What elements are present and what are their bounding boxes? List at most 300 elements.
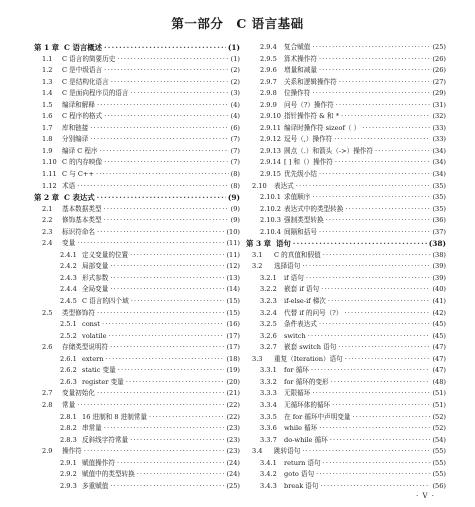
entry-title: register 变量 xyxy=(82,377,124,386)
entry-title: C 与 C++ xyxy=(62,170,94,179)
leader-dots xyxy=(334,134,430,146)
leader-dots xyxy=(118,365,225,377)
entry-number: 3.1 xyxy=(252,250,263,259)
entry-title: 定义变量的位置 xyxy=(82,250,129,259)
entry-number: 2.9.7 xyxy=(260,77,277,86)
entry-title: 强制类型转换 xyxy=(284,216,324,225)
page-title: 第一部分 C 语言基础 xyxy=(171,16,304,31)
entry-page: (8) xyxy=(230,170,240,179)
leader-dots xyxy=(321,284,430,296)
entry-title: 术语 xyxy=(62,181,76,190)
entry-number: 2.9.15 xyxy=(260,170,281,179)
entry-title: [ ] 和（）操作符 xyxy=(284,158,333,167)
toc-entry xyxy=(246,365,446,377)
entry-page: (24) xyxy=(226,458,240,467)
entry-title: 语句 xyxy=(276,239,291,249)
leader-dots xyxy=(319,65,430,77)
toc-entry xyxy=(34,169,240,181)
entry-page: (15) xyxy=(226,308,240,317)
leader-dots xyxy=(111,77,229,89)
leader-dots xyxy=(326,215,431,227)
leader-dots xyxy=(330,435,431,447)
entry-number: 1.12 xyxy=(42,181,57,190)
entry-number: 2.9.9 xyxy=(260,100,277,109)
entry-title: 反斜线字符常量 xyxy=(82,435,129,444)
entry-page: (9) xyxy=(230,216,240,225)
leader-dots xyxy=(104,423,225,435)
leader-dots xyxy=(104,157,229,169)
toc-entry xyxy=(246,134,446,146)
toc-entry xyxy=(34,388,240,400)
toc-entry xyxy=(246,412,446,424)
leader-dots xyxy=(90,134,228,146)
toc-entry xyxy=(246,331,446,343)
entry-number: 3.3.4 xyxy=(260,400,277,409)
entry-number: 2.4.2 xyxy=(60,262,77,271)
toc-entry xyxy=(34,77,240,89)
entry-page: (33) xyxy=(432,135,446,144)
entry-page: (45) xyxy=(432,331,446,340)
leader-dots xyxy=(339,77,431,89)
toc-entry xyxy=(34,331,240,343)
toc-entry xyxy=(246,77,446,89)
toc-entry xyxy=(246,215,446,227)
toc-chapter-entry xyxy=(34,192,240,204)
toc-entry xyxy=(246,88,446,100)
toc-entry xyxy=(34,65,240,77)
toc-entry xyxy=(34,261,240,273)
entry-number: 2.6 xyxy=(42,343,53,352)
entry-title: 编译和解释 xyxy=(62,100,95,109)
entry-page: (21) xyxy=(226,389,240,398)
entry-page: (55) xyxy=(432,470,446,479)
entry-page: (25) xyxy=(432,43,446,51)
leader-dots xyxy=(319,54,430,66)
entry-page: (34) xyxy=(432,158,446,167)
entry-title: 编译 C 程序 xyxy=(62,146,98,155)
entry-page: (56) xyxy=(432,481,446,490)
entry-number: 2.6.1 xyxy=(60,354,77,363)
entry-title: C 程序的格式 xyxy=(62,112,103,121)
entry-number: 3.2.4 xyxy=(260,308,277,317)
entry-title: 无循环体的循环 xyxy=(284,400,331,409)
entry-number: 2.6.3 xyxy=(60,377,77,386)
entry-title: 形式参数 xyxy=(82,273,109,282)
entry-title: 变量初始化 xyxy=(62,389,95,398)
toc-entry xyxy=(246,354,446,366)
leader-dots xyxy=(341,111,430,123)
entry-page: (34) xyxy=(432,170,446,179)
entry-number: 3.4.2 xyxy=(260,470,277,479)
toc-entry xyxy=(246,446,446,458)
toc-entry xyxy=(246,284,446,296)
entry-page: (38) xyxy=(428,239,446,249)
entry-page: (18) xyxy=(226,354,240,363)
entry-title: C 的真值和假值 xyxy=(274,250,321,259)
entry-number: 2.6.2 xyxy=(60,366,77,375)
entry-number: 2.10.3 xyxy=(260,216,281,225)
entry-title: 算术操作符 xyxy=(284,54,317,63)
entry-number: 第 3 章 xyxy=(246,239,272,249)
entry-number: 2.9.12 xyxy=(260,135,281,144)
leader-dots xyxy=(319,319,430,331)
toc-entry xyxy=(34,308,240,320)
entry-number: 2.10.1 xyxy=(260,193,281,202)
entry-title: do-while 循环 xyxy=(284,435,328,444)
toc-entry xyxy=(246,204,446,216)
entry-title: C 语言概述 xyxy=(64,43,103,52)
toc-entry xyxy=(34,481,240,493)
entry-title: 指针操作符 & 和 * xyxy=(284,112,340,121)
leader-dots xyxy=(323,250,431,262)
entry-number: 1.9 xyxy=(42,146,53,155)
entry-number: 3.3.6 xyxy=(260,424,277,433)
leader-dots xyxy=(319,423,430,435)
leader-dots xyxy=(130,250,224,262)
leader-dots xyxy=(344,308,430,320)
leader-dots xyxy=(335,157,431,169)
leader-dots xyxy=(149,412,224,424)
toc-entry xyxy=(34,412,240,424)
entry-title: 表达式 xyxy=(274,181,294,190)
entry-page: (22) xyxy=(226,400,240,409)
entry-number: 第 2 章 xyxy=(34,193,60,203)
leader-dots xyxy=(90,123,228,135)
leader-dots xyxy=(331,377,431,389)
toc-entry xyxy=(246,342,446,354)
entry-title: static 变量 xyxy=(82,366,116,375)
entry-number: 3.3.7 xyxy=(260,435,277,444)
entry-number: 1.5 xyxy=(42,100,53,109)
toc-entry xyxy=(34,296,240,308)
leader-dots xyxy=(117,458,224,470)
toc-entry xyxy=(246,423,446,435)
leader-dots xyxy=(110,284,224,296)
toc-entry xyxy=(246,157,446,169)
entry-title: 无限循环 xyxy=(284,389,311,398)
entry-number: 2.4.1 xyxy=(60,250,77,259)
toc-entry xyxy=(246,123,446,135)
leader-dots xyxy=(110,273,224,285)
leader-dots xyxy=(137,469,225,481)
toc-entry xyxy=(34,273,240,285)
leader-dots xyxy=(345,204,430,216)
entry-page: (52) xyxy=(432,412,446,421)
page-number: · V · xyxy=(416,492,435,500)
leader-dots xyxy=(345,354,431,366)
entry-page: (35) xyxy=(432,204,446,213)
entry-title: 变量 xyxy=(62,239,76,248)
entry-title: 串常量 xyxy=(82,424,102,433)
leader-dots xyxy=(97,192,226,204)
entry-page: (35) xyxy=(432,181,446,190)
entry-title: C 表达式 xyxy=(64,193,95,203)
entry-title: C 是中级语言 xyxy=(62,66,103,75)
entry-number: 2.9.13 xyxy=(260,146,281,155)
entry-title: 修饰基本类型 xyxy=(62,216,102,225)
entry-page: (23) xyxy=(226,447,240,456)
leader-dots xyxy=(312,88,430,100)
entry-number: 3.3.3 xyxy=(260,389,277,398)
entry-number: 3.2.5 xyxy=(260,320,277,329)
entry-number: 2.2 xyxy=(42,216,53,225)
toc-entry xyxy=(246,319,446,331)
entry-page: (20) xyxy=(226,377,240,386)
entry-title: 圆点（.）和箭头（->）操作符 xyxy=(284,146,373,155)
entry-page: (10) xyxy=(226,227,240,236)
entry-number: 1.3 xyxy=(42,77,53,86)
entry-page: (38) xyxy=(432,250,446,259)
entry-title: C 的内存映像 xyxy=(62,158,103,167)
leader-dots xyxy=(319,169,430,181)
entry-page: (29) xyxy=(432,89,446,98)
entry-title: 16 进制和 8 进制常量 xyxy=(82,412,148,421)
toc-entry xyxy=(246,458,446,470)
toc-entry xyxy=(246,146,446,158)
entry-page: (19) xyxy=(226,366,240,375)
leader-dots xyxy=(308,331,431,343)
entry-number: 2.9.3 xyxy=(60,481,77,490)
entry-page: (7) xyxy=(230,158,240,167)
toc-entry xyxy=(246,308,446,320)
leader-dots xyxy=(109,331,225,343)
entry-title: 位操作符 xyxy=(284,89,311,98)
entry-page: (14) xyxy=(226,285,240,294)
entry-page: (47) xyxy=(432,354,446,363)
toc-chapter-entry xyxy=(34,42,240,54)
entry-number: 2.9.14 xyxy=(260,158,281,167)
entry-page: (23) xyxy=(226,435,240,444)
entry-number: 2.9.2 xyxy=(60,470,77,479)
toc-entry xyxy=(34,146,240,158)
entry-title: 类型修饰符 xyxy=(62,308,95,317)
leader-dots xyxy=(353,412,431,424)
entry-number: 1.2 xyxy=(42,66,53,75)
leader-dots xyxy=(97,388,224,400)
entry-title: volatile xyxy=(82,331,107,340)
leader-dots xyxy=(321,481,431,493)
entry-title: 嵌套 switch 语句 xyxy=(284,343,337,352)
toc-entry xyxy=(246,377,446,389)
entry-page: (11) xyxy=(226,239,240,248)
entry-number: 3.3.5 xyxy=(260,412,277,421)
toc-entry xyxy=(34,435,240,447)
toc-entry xyxy=(246,42,446,54)
entry-page: (7) xyxy=(230,135,240,144)
toc-entry xyxy=(246,481,446,493)
entry-number: 2.7 xyxy=(42,389,53,398)
entry-number: 3.3.1 xyxy=(260,366,277,375)
leader-dots xyxy=(110,261,224,273)
leader-dots xyxy=(328,296,431,308)
entry-page: (55) xyxy=(432,458,446,467)
entry-number: 3.2 xyxy=(252,262,263,271)
entry-title: C 是面向程序员的语言 xyxy=(62,89,129,98)
toc-entry xyxy=(246,54,446,66)
entry-title: 全局变量 xyxy=(82,285,109,294)
entry-page: (15) xyxy=(226,297,240,306)
leader-dots xyxy=(97,100,229,112)
entry-page: (7) xyxy=(230,146,240,155)
entry-page: (24) xyxy=(226,470,240,479)
entry-title: 选择语句 xyxy=(274,262,301,271)
leader-dots xyxy=(312,388,430,400)
entry-title: 表达式中的类型转换 xyxy=(284,204,344,213)
toc-chapter-entry xyxy=(246,238,446,250)
leader-dots xyxy=(104,111,229,123)
entry-number: 2.10 xyxy=(252,181,267,190)
entry-title: 操作符 xyxy=(62,447,82,456)
entry-number: 1.11 xyxy=(42,170,57,179)
leader-dots xyxy=(131,88,229,100)
toc-entry xyxy=(34,458,240,470)
entry-number: 3.3 xyxy=(252,354,263,363)
entry-number: 2.8.2 xyxy=(60,424,77,433)
toc-entry xyxy=(246,400,446,412)
entry-title: 在 for 循环中声明变量 xyxy=(284,412,351,421)
leader-dots xyxy=(302,261,430,273)
toc-entry xyxy=(34,181,240,193)
toc-entry xyxy=(246,192,446,204)
entry-number: 1.7 xyxy=(42,123,53,132)
toc-entry xyxy=(34,377,240,389)
entry-number: 2.3 xyxy=(42,227,53,236)
entry-title: 多重赋值 xyxy=(82,481,109,490)
entry-number: 1.6 xyxy=(42,112,53,121)
entry-number: 3.2.6 xyxy=(260,331,277,340)
entry-number: 2.8 xyxy=(42,400,53,409)
entry-page: (11) xyxy=(226,250,240,259)
toc-entry xyxy=(246,227,446,239)
entry-number: 1.4 xyxy=(42,89,53,98)
toc-entry xyxy=(34,88,240,100)
entry-title: 局部变量 xyxy=(82,262,109,271)
toc-entry xyxy=(246,261,446,273)
entry-number: 2.9.5 xyxy=(260,54,277,63)
entry-page: (2) xyxy=(230,66,240,75)
toc-entry xyxy=(34,469,240,481)
entry-title: 库和链接 xyxy=(62,123,89,132)
toc-entry xyxy=(246,181,446,193)
entry-page: (39) xyxy=(432,273,446,282)
entry-title: 赋值操作符 xyxy=(82,458,115,467)
entry-number: 2.10.4 xyxy=(260,227,281,236)
entry-page: (26) xyxy=(432,54,446,63)
entry-number: 3.2.7 xyxy=(260,343,277,352)
entry-number: 2.9.1 xyxy=(60,458,77,467)
toc-entry xyxy=(34,123,240,135)
entry-number: 2.1 xyxy=(42,204,53,213)
entry-page: (22) xyxy=(226,412,240,421)
toc-entry xyxy=(34,319,240,331)
entry-number: 3.2.1 xyxy=(260,273,277,282)
entry-page: (1) xyxy=(227,43,240,52)
leader-dots xyxy=(130,435,224,447)
entry-page: (26) xyxy=(432,66,446,75)
entry-number: 2.9.11 xyxy=(260,123,281,132)
entry-page: (13) xyxy=(226,273,240,282)
entry-title: 求值顺序 xyxy=(284,193,311,202)
entry-page: (9) xyxy=(230,204,240,213)
toc-entry xyxy=(246,111,446,123)
entry-title: 问号（?）操作符 xyxy=(284,100,334,109)
entry-number: 第 1 章 xyxy=(34,43,60,52)
entry-number: 3.4.1 xyxy=(260,458,277,467)
entry-page: (40) xyxy=(432,285,446,294)
entry-number: 2.4.3 xyxy=(60,273,77,282)
entry-page: (3) xyxy=(230,89,240,98)
entry-page: (31) xyxy=(432,100,446,109)
entry-page: (25) xyxy=(226,481,240,490)
entry-title: 条件表达式 xyxy=(284,320,317,329)
entry-page: (47) xyxy=(432,366,446,375)
toc-entry xyxy=(34,284,240,296)
leader-dots xyxy=(316,469,430,481)
leader-dots xyxy=(104,65,229,77)
entry-title: if 语句 xyxy=(284,273,304,282)
toc-column-right xyxy=(246,42,446,492)
toc-column-left xyxy=(34,42,240,492)
entry-number: 2.5.1 xyxy=(60,320,77,329)
entry-page: (42) xyxy=(432,308,446,317)
leader-dots xyxy=(77,181,228,193)
entry-page: (33) xyxy=(432,123,446,132)
entry-number: 2.9.8 xyxy=(260,89,277,98)
entry-number: 3.2.3 xyxy=(260,297,277,306)
entry-number: 2.4 xyxy=(42,239,53,248)
leader-dots xyxy=(296,181,431,193)
toc-entry xyxy=(34,157,240,169)
entry-number: 1.8 xyxy=(42,135,53,144)
entry-number: 2.4.4 xyxy=(60,285,77,294)
toc-entry xyxy=(246,469,446,481)
toc-entry xyxy=(34,54,240,66)
entry-page: (17) xyxy=(226,331,240,340)
leader-dots xyxy=(104,215,229,227)
entry-page: (8) xyxy=(230,181,240,190)
leader-dots xyxy=(104,204,229,216)
entry-page: (17) xyxy=(226,343,240,352)
leader-dots xyxy=(312,42,430,54)
leader-dots xyxy=(293,238,427,250)
entry-page: (4) xyxy=(230,112,240,121)
entry-number: 3.4 xyxy=(252,447,263,456)
entry-number: 2.8.1 xyxy=(60,412,77,421)
toc-entry xyxy=(246,169,446,181)
entry-number: 2.10.2 xyxy=(260,204,281,213)
leader-dots xyxy=(312,192,430,204)
entry-title: 编译时操作符 sizeof（ ） xyxy=(284,123,361,132)
entry-title: 优先级小结 xyxy=(284,170,317,179)
entry-title: 增量和减量 xyxy=(284,66,317,75)
entry-title: while 循环 xyxy=(284,424,318,433)
leader-dots xyxy=(336,100,431,112)
entry-title: 分别编译 xyxy=(62,135,89,144)
leader-dots xyxy=(311,365,431,377)
toc-entry xyxy=(34,250,240,262)
toc-entry xyxy=(34,446,240,458)
leader-dots xyxy=(96,169,229,181)
leader-dots xyxy=(131,296,225,308)
toc-entry xyxy=(246,250,446,262)
toc-entry xyxy=(34,400,240,412)
leader-dots xyxy=(97,308,224,320)
entry-page: (52) xyxy=(432,424,446,433)
entry-title: extern xyxy=(82,354,104,363)
entry-number: 2.8.3 xyxy=(60,435,77,444)
leader-dots xyxy=(77,400,224,412)
entry-page: (51) xyxy=(432,389,446,398)
